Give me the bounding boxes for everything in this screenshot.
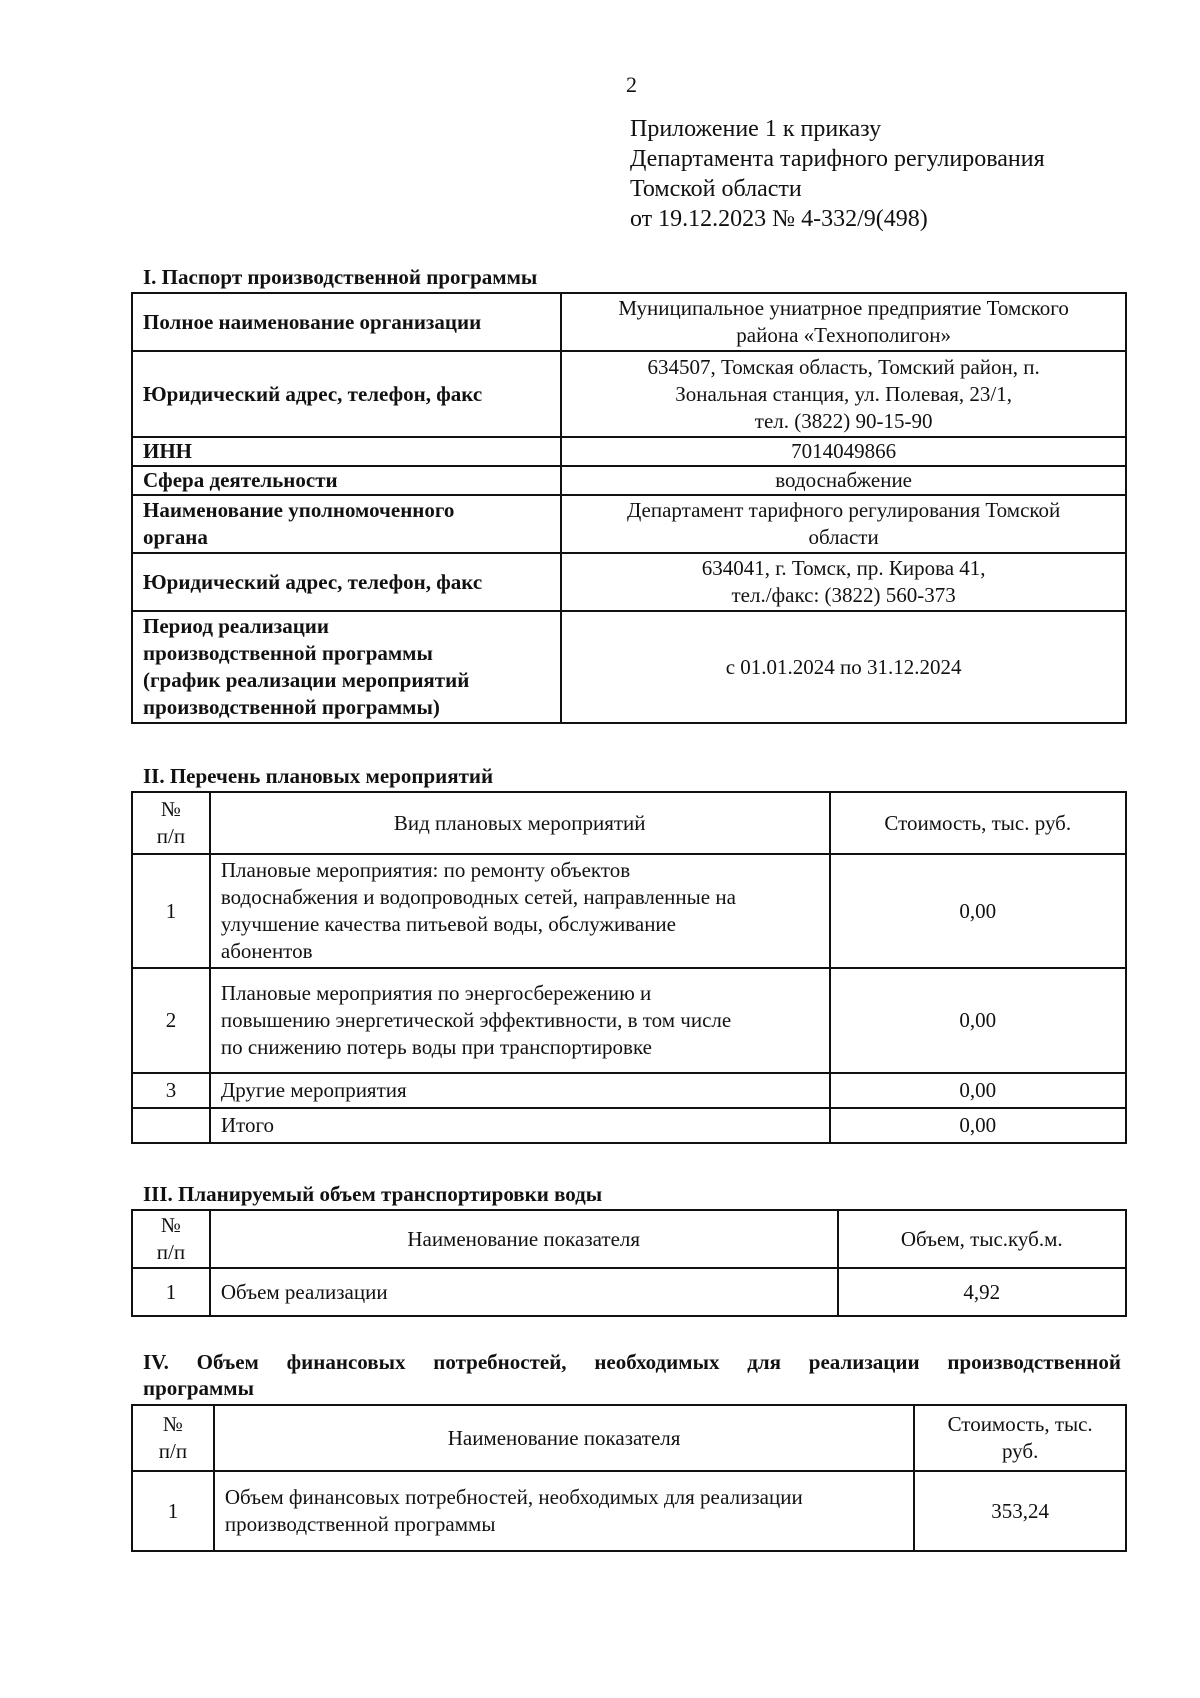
row-num: 1: [132, 1268, 210, 1316]
row-name: Объем реализации: [210, 1268, 838, 1316]
name-line: Плановые мероприятия по энергосбережению и: [220, 981, 652, 1005]
row-name: [214, 1471, 914, 1551]
value-line: района «Технополигон»: [736, 323, 951, 347]
header-num: [132, 792, 210, 854]
label-line: Наименование уполномоченного: [143, 498, 455, 522]
passport-label: Полное наименование организации: [132, 293, 561, 351]
row-num: 1: [132, 854, 210, 968]
header-line: №: [160, 1213, 181, 1237]
row-name: Итого: [210, 1108, 830, 1143]
value-line: Муниципальное униатрное предприятие Томского: [618, 296, 1069, 320]
passport-value: водоснабжение: [561, 466, 1126, 495]
passport-label: ИНН: [132, 437, 561, 466]
header-num: [132, 1210, 210, 1268]
name-line: Объем финансовых потребностей, необходимых для реализации: [224, 1485, 803, 1509]
section-2-title: II. Перечень плановых мероприятий: [143, 764, 494, 788]
header-name: Наименование показателя: [210, 1210, 838, 1268]
table-row: [132, 293, 1126, 351]
value-line: 634507, Томская область, Томский район, п.: [647, 354, 1040, 379]
passport-label: [132, 495, 561, 553]
table-row: [132, 611, 1126, 723]
row-cost: 353,24: [914, 1471, 1126, 1551]
row-num: 1: [132, 1471, 214, 1551]
passport-value: [561, 553, 1126, 611]
table-header-row: [132, 792, 1126, 854]
title-line: программы: [143, 1376, 254, 1400]
value-line: Департамент тарифного регулирования Томской: [626, 498, 1061, 522]
name-line: улучшение качества питьевой воды, обслуживание: [220, 912, 676, 936]
table-row: [132, 854, 1126, 968]
table-row: [132, 351, 1126, 437]
passport-label: [132, 611, 561, 723]
passport-table: [131, 292, 1127, 724]
header-cost: [914, 1405, 1126, 1471]
table-row-total: [132, 1108, 1126, 1143]
passport-label: Юридический адрес, телефон, факс: [132, 351, 561, 437]
label-line: (график реализации мероприятий: [143, 668, 470, 692]
row-cost: 0,00: [830, 1108, 1126, 1143]
table-row: [132, 1471, 1126, 1551]
row-volume: 4,92: [838, 1268, 1127, 1316]
section-4-title: [143, 1349, 1121, 1401]
row-cost: 0,00: [830, 1073, 1126, 1108]
page-number: 2: [626, 72, 637, 97]
header-line: п/п: [158, 1439, 188, 1463]
water-volume-table: [131, 1209, 1127, 1317]
row-name: [210, 854, 830, 968]
name-line: производственной программы: [224, 1512, 496, 1536]
header-line: №: [160, 797, 181, 821]
table-row: [132, 1268, 1126, 1316]
name-line: водоснабжения и водопроводных сетей, направленные на: [220, 885, 736, 909]
value-line: области: [808, 525, 879, 549]
header-name: Наименование показателя: [214, 1405, 914, 1471]
header-line: п/п: [156, 824, 186, 848]
passport-value: с 01.01.2024 по 31.12.2024: [561, 611, 1126, 723]
value-line: тел./факс: (3822) 560-373: [731, 583, 956, 607]
section-3-title: III. Планируемый объем транспортировки воды: [143, 1182, 603, 1206]
table-row: [132, 553, 1126, 611]
header-name: Вид плановых мероприятий: [210, 792, 830, 854]
header-cost: Стоимость, тыс. руб.: [830, 792, 1126, 854]
value-line: тел. (3822) 90-15-90: [754, 408, 933, 433]
appendix-line: Томской области: [630, 176, 802, 202]
row-name: [210, 968, 830, 1073]
planned-activities-table: [131, 791, 1127, 1144]
passport-value: [561, 495, 1126, 553]
header-num: [132, 1405, 214, 1471]
table-header-row: [132, 1405, 1126, 1471]
row-num: 2: [132, 968, 210, 1073]
financial-needs-table: [131, 1404, 1127, 1552]
label-line: производственной программы: [143, 641, 433, 665]
passport-value: [561, 293, 1126, 351]
title-line: IV. Объем финансовых потребностей, необходимых для реализации производственной: [143, 1350, 1121, 1374]
table-row: [132, 495, 1126, 553]
table-row: [132, 1073, 1126, 1108]
label-line: производственной программы): [143, 695, 440, 719]
passport-value: [561, 351, 1126, 437]
name-line: повышению энергетической эффективности, в том числе: [220, 1008, 732, 1032]
name-line: по снижению потерь воды при транспортировке: [220, 1035, 652, 1059]
table-row: [132, 437, 1126, 466]
name-line: абонентов: [220, 939, 313, 963]
header-line: Стоимость, тыс.: [947, 1412, 1093, 1436]
section-1-title: I. Паспорт производственной программы: [143, 265, 538, 289]
table-row: [132, 466, 1126, 495]
value-line: 634041, г. Томск, пр. Кирова 41,: [701, 556, 986, 580]
table-header-row: [132, 1210, 1126, 1268]
passport-value: 7014049866: [561, 437, 1126, 466]
row-num: 3: [132, 1073, 210, 1108]
row-num: [132, 1108, 210, 1143]
passport-label: Сфера деятельности: [132, 466, 561, 495]
name-line: Плановые мероприятия: по ремонту объектов: [220, 858, 631, 882]
appendix-line: Приложение 1 к приказу: [630, 116, 882, 142]
row-cost: 0,00: [830, 968, 1126, 1073]
appendix-header: [630, 114, 1045, 234]
appendix-line: Департамента тарифного регулирования: [630, 146, 1045, 172]
passport-label: Юридический адрес, телефон, факс: [132, 553, 561, 611]
appendix-line: от 19.12.2023 № 4-332/9(498): [630, 206, 928, 232]
header-line: руб.: [1001, 1439, 1039, 1463]
header-line: №: [162, 1412, 183, 1436]
label-line: Период реализации: [143, 614, 330, 638]
row-name: Другие мероприятия: [210, 1073, 830, 1108]
header-volume: Объем, тыс.куб.м.: [838, 1210, 1127, 1268]
header-line: п/п: [156, 1240, 186, 1264]
label-line: органа: [143, 525, 208, 549]
row-cost: 0,00: [830, 854, 1126, 968]
table-row: [132, 968, 1126, 1073]
value-line: Зональная станция, ул. Полевая, 23/1,: [675, 381, 1012, 406]
